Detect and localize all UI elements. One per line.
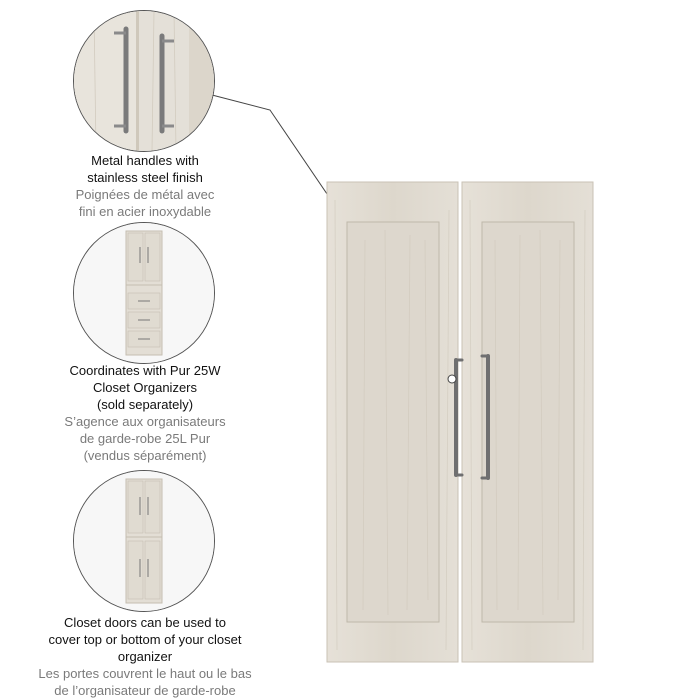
feature-coordinates-fr-line-2: de garde-robe 25L Pur (79, 431, 211, 446)
feature-coordinates-fr-line-3: (vendus séparément) (83, 448, 207, 463)
feature-coordinates-fr-line-1: S’agence aux organisateurs (64, 414, 226, 429)
feature-coordinates-en-line-3: (sold separately) (96, 397, 194, 412)
feature-handles (20, 152, 270, 220)
feature-coordinates-en-line-2: Closet Organizers (92, 380, 198, 395)
feature-handles-en-line-1: Metal handles with (91, 153, 199, 168)
feature-coordinates-en-line-1: Coordinates with Pur 25W (69, 363, 221, 378)
closet-organizer-drawers-image (73, 222, 215, 364)
feature-versatile-en-line-1: Closet doors can be used to (64, 615, 226, 630)
feature-versatile-en-line-3: organizer (117, 649, 173, 664)
feature-handles-fr-line-2: fini en acier inoxydable (78, 204, 212, 219)
handles-closeup-image (73, 10, 215, 152)
feature-versatile-doors (20, 614, 270, 699)
feature-handles-en-line-2: stainless steel finish (87, 170, 203, 185)
right-door (462, 182, 593, 662)
closet-doors-image (325, 180, 595, 665)
feature-coordinates (20, 362, 270, 464)
feature-versatile-fr-line-1: Les portes couvrent le haut ou le bas (38, 666, 252, 681)
closet-organizer-doors-image (73, 470, 215, 612)
left-door (327, 182, 458, 662)
feature-versatile-fr-line-2: de l’organisateur de garde-robe (54, 683, 236, 698)
feature-handles-fr-line-1: Poignées de métal avec (75, 187, 215, 202)
feature-versatile-en-line-2: cover top or bottom of your closet (48, 632, 242, 647)
